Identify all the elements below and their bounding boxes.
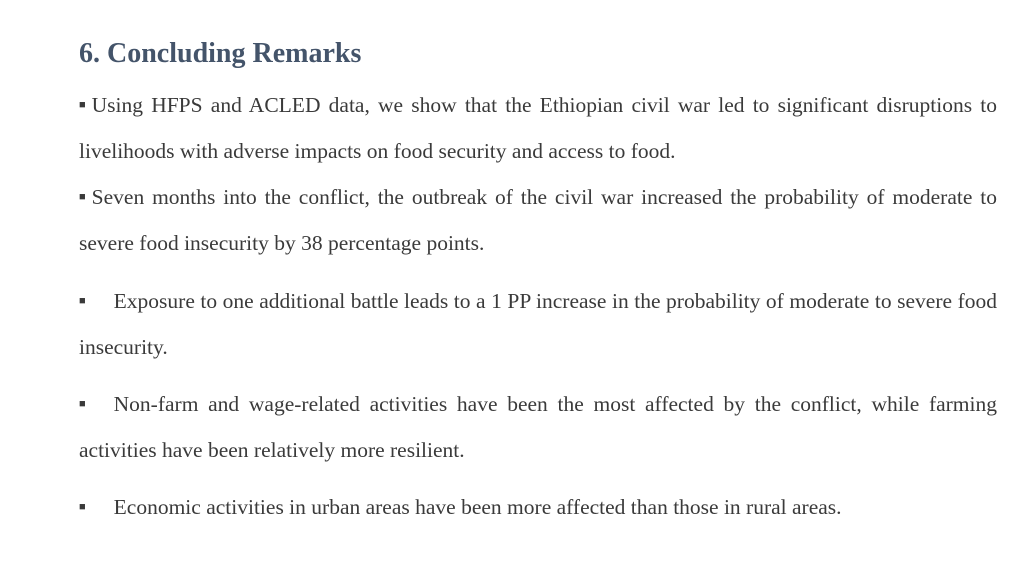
bullet-text: Seven months into the conflict, the outbreak of the civil war increased the probability of moderate to severe food insecurity by 38 percentage points. [79, 185, 997, 255]
square-bullet-icon: ■ [79, 99, 86, 111]
bullet-item-4 [79, 381, 997, 473]
square-bullet-icon: ■ [79, 295, 86, 307]
bullet-text: Non-farm and wage-related activities have been the most affected by the conflict, while farming activities have been relatively more resilient. [79, 392, 997, 462]
slide-title: 6. Concluding Remarks [79, 38, 362, 69]
bullet-text: Using HFPS and ACLED data, we show that the Ethiopian civil war led to significant disruptions to livelihoods with adverse impacts on food security and access to food. [79, 93, 997, 163]
square-bullet-icon: ■ [79, 191, 86, 203]
bullet-item-1 [79, 82, 997, 174]
bullet-text: Economic activities in urban areas have been more affected than those in rural areas. [113, 495, 842, 519]
bullet-item-2 [79, 174, 997, 266]
square-bullet-icon: ■ [79, 501, 86, 513]
bullet-text: Exposure to one additional battle leads to a 1 PP increase in the probability of moderate to severe food insecurity. [79, 289, 997, 359]
bullet-item-5 [79, 484, 997, 530]
square-bullet-icon: ■ [79, 398, 86, 410]
bullet-item-3 [79, 278, 997, 370]
